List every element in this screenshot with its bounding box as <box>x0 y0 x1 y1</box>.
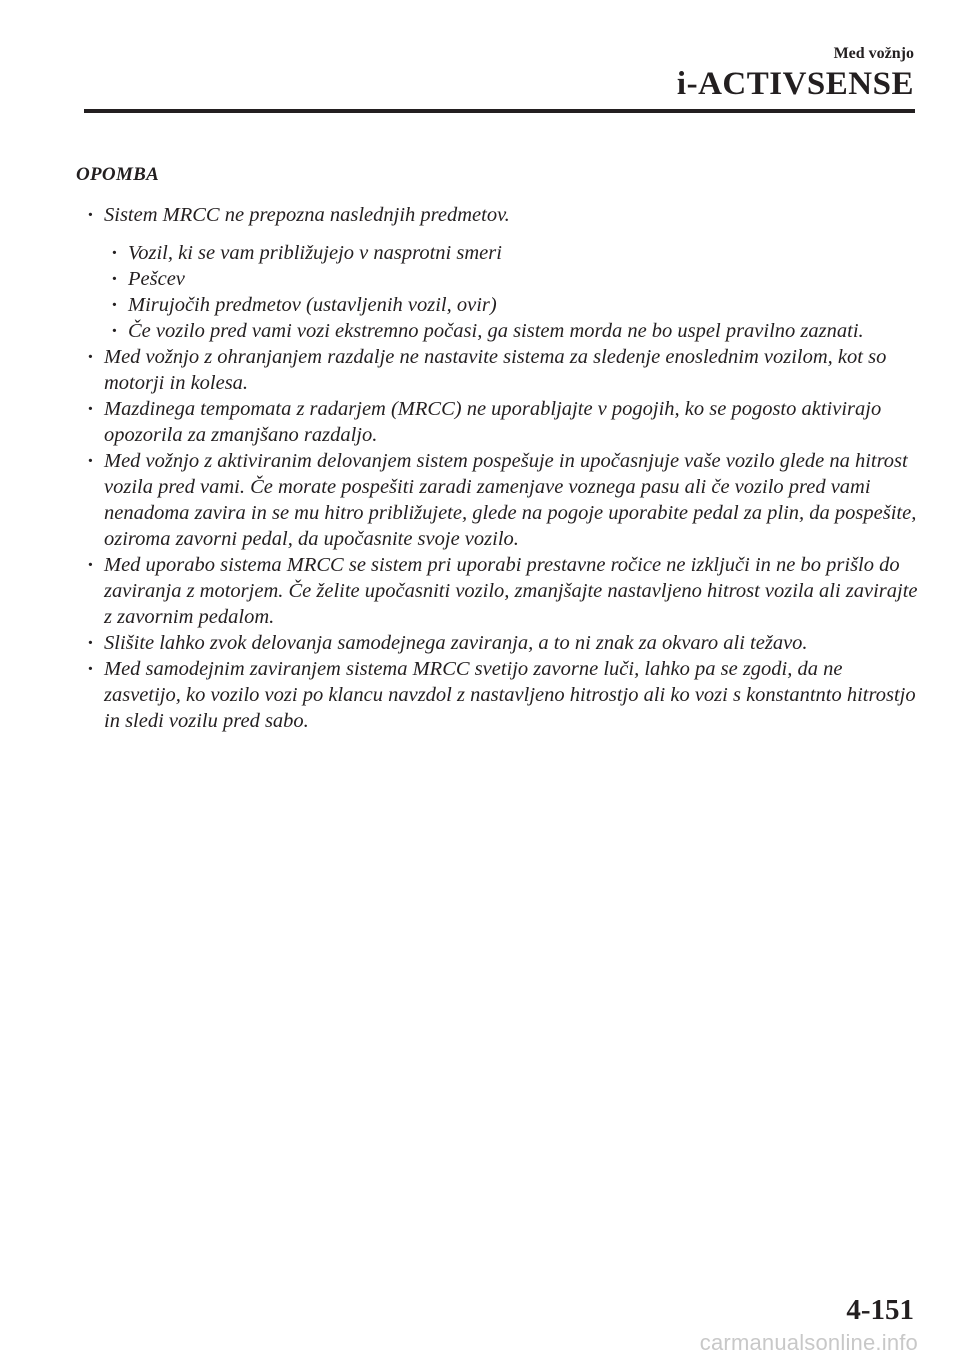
note-item: · Med vožnjo z aktiviranim delovanjem sistem pospešuje in upočasnjuje vaše vozilo glede na hitrost vozila pred vami. Če morate pospešiti zaradi zamenjave voznega pasu ali če vozilo pred vami nenadoma zavira in se mu hitro približujete, glede na pogoje uporabite pedal za plin, da pospešite, oziroma zavorni pedal, da upočasnite svoje vozilo. <box>76 448 920 552</box>
note-sub-item: · Če vozilo pred vami vozi ekstremno počasi, ga sistem morda ne bo uspel pravilno zaznati. <box>76 318 920 344</box>
note-item-text: Sistem MRCC ne prepozna naslednjih predmetov. <box>104 204 510 226</box>
note-item: · Slišite lahko zvok delovanja samodejnega zaviranja, a to ni znak za okvaro ali težavo. <box>76 630 920 656</box>
note-sub-item: · Mirujočih predmetov (ustavljenih vozil, ovir) <box>76 292 920 318</box>
page-number: 4-151 <box>846 1294 914 1326</box>
note-item-intro <box>76 202 920 228</box>
note-sub-item: · Pešcev <box>76 266 920 292</box>
note-title: OPOMBA <box>76 164 160 185</box>
header-divider <box>84 109 915 113</box>
note-sub-list <box>76 240 920 344</box>
note-block <box>76 162 920 734</box>
section-title: Med vožnjo <box>833 45 914 62</box>
note-item: · Mazdinega tempomata z radarjem (MRCC) ne uporabljajte v pogojih, ko se pogosto aktivirajo opozorila za zmanjšano razdaljo. <box>76 396 920 448</box>
note-item: · Med vožnjo z ohranjanjem razdalje ne nastavite sistema za sledenje enoslednim vozilom, kot so motorji in kolesa. <box>76 344 920 396</box>
note-item: · Med samodejnim zaviranjem sistema MRCC svetijo zavorne luči, lahko pa se zgodi, da ne zasvetijo, ko vozilo vozi po klancu navzdol z nastavljeno hitrostjo ali ko vozi s konstantnto hitrostjo in sledi vozilu pred sabo. <box>76 656 920 734</box>
note-item: · Med uporabo sistema MRCC se sistem pri uporabi prestavne ročice ne izključi in ne bo prišlo do zaviranja z motorjem. Če želite upočasniti vozilo, zmanjšajte nastavljeno hitrost vozila ali zavirajte z zavornim pedalom. <box>76 552 920 630</box>
chapter-title: i-ACTIVSENSE <box>676 66 914 102</box>
note-sub-item: · Vozil, ki se vam približujejo v nasprotni smeri <box>76 240 920 266</box>
watermark-text: carmanualsonline.info <box>699 1330 918 1355</box>
